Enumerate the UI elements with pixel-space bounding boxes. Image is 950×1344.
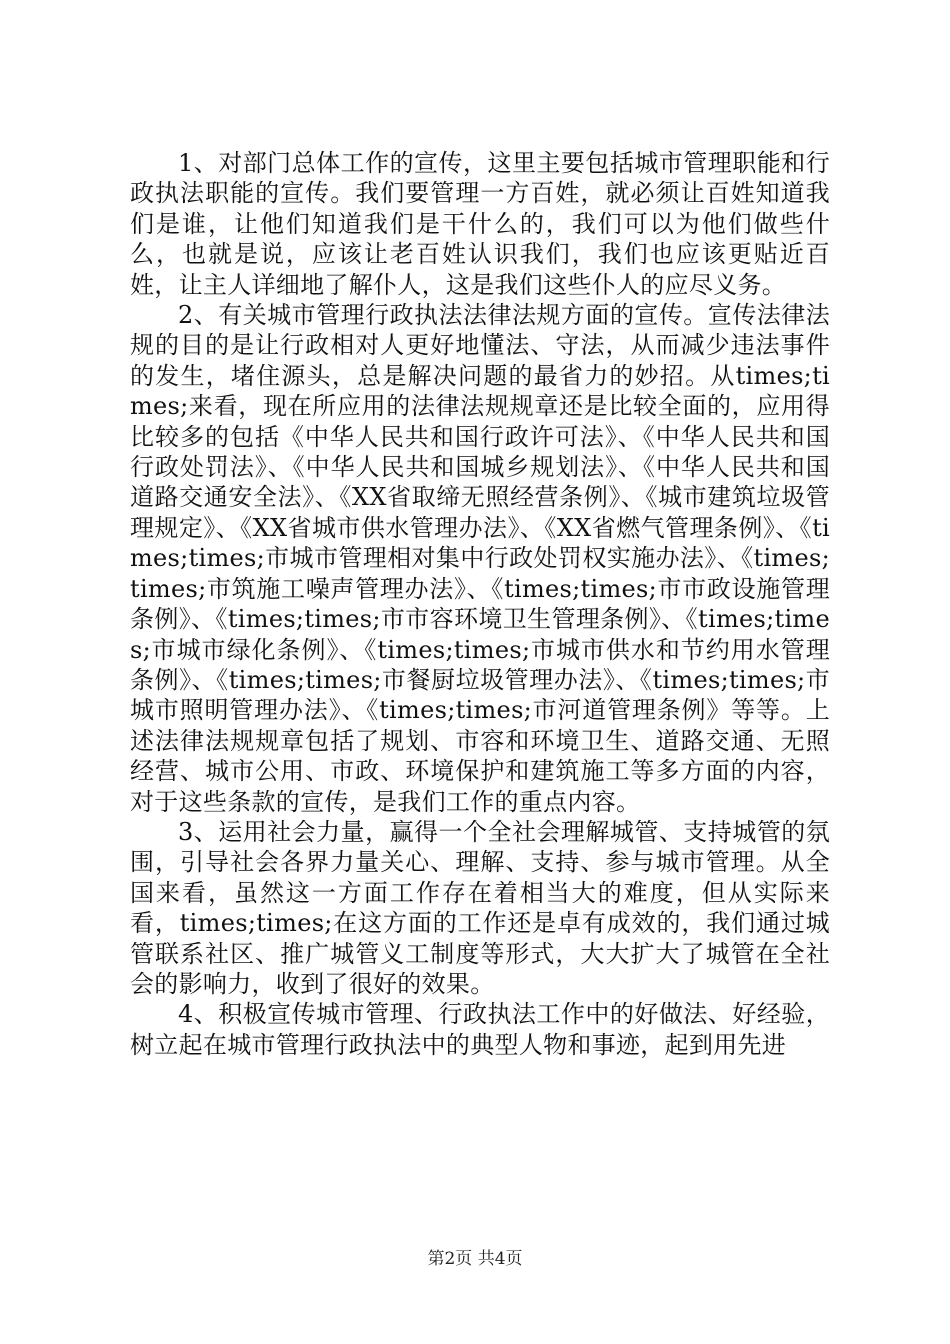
paragraph-1: 1、对部门总体工作的宣传，这里主要包括城市管理职能和行政执法职能的宣传。我们要管理一方百姓，就必须让百姓知道我们是谁，让他们知道我们是干什么的，我们可以为他们做些什么，也就是说，应该让老百姓认识我们，我们也应该更贴近百姓，让主人详细地了解仆人，这是我们这些仆人的应尽义务。 — [130, 149, 830, 299]
paragraph-3: 3、运用社会力量，赢得一个全社会理解城管、支持城管的氛围，引导社会各界力量关心、理解、支持、参与城市管理。从全国来看，虽然这一方面工作存在着相当大的难度，但从实际来看，times;times;在这方面的工作还是卓有成效的，我们通过城管联系社区、推广城管义工制度等形式，大大扩大了城管在全社会的影响力，收到了很好的效果。 — [130, 817, 830, 998]
document-body — [130, 148, 830, 1060]
paragraph-2: 2、有关城市管理行政执法法律法规方面的宣传。宣传法律法规的目的是让行政相对人更好地懂法、守法，从而减少违法事件的发生，堵住源头，总是解决问题的最省力的妙招。从times;times;来看，现在所应用的法律法规规章还是比较全面的，应用得比较多的包括《中华人民共和国行政许可法》、《中华人民共和国行政处罚法》、《中华人民共和国城乡规划法》、《中华人民共和国道路交通安全法》、《XX省取缔无照经营条例》、《城市建筑垃圾管理规定》、《XX省城市供水管理办法》、《XX省燃气管理条例》、《times;times;市城市管理相对集中行政处罚权实施办法》、《times;times;市筑施工噪声管理办法》、《times;times;市市政设施管理条例》、《times;times;市市容环境卫生管理条例》、《times;times;市城市绿化条例》、《times;times;市城市供水和节约用水管理条例》、《times;times;市餐厨垃圾管理办法》、《times;times;市城市照明管理办法》、《times;times;市河道管理条例》等等。上述法律法规规章包括了规划、市容和环境卫生、道路交通、无照经营、城市公用、市政、环境保护和建筑施工等多方面的内容，对于这些条款的宣传，是我们工作的重点内容。 — [130, 301, 830, 816]
paragraph-4: 4、积极宣传城市管理、行政执法工作中的好做法、好经验，树立起在城市管理行政执法中的典型人物和事迹，起到用先进 — [130, 1000, 830, 1059]
page-number-footer: 第2页 共4页 — [427, 1249, 523, 1269]
